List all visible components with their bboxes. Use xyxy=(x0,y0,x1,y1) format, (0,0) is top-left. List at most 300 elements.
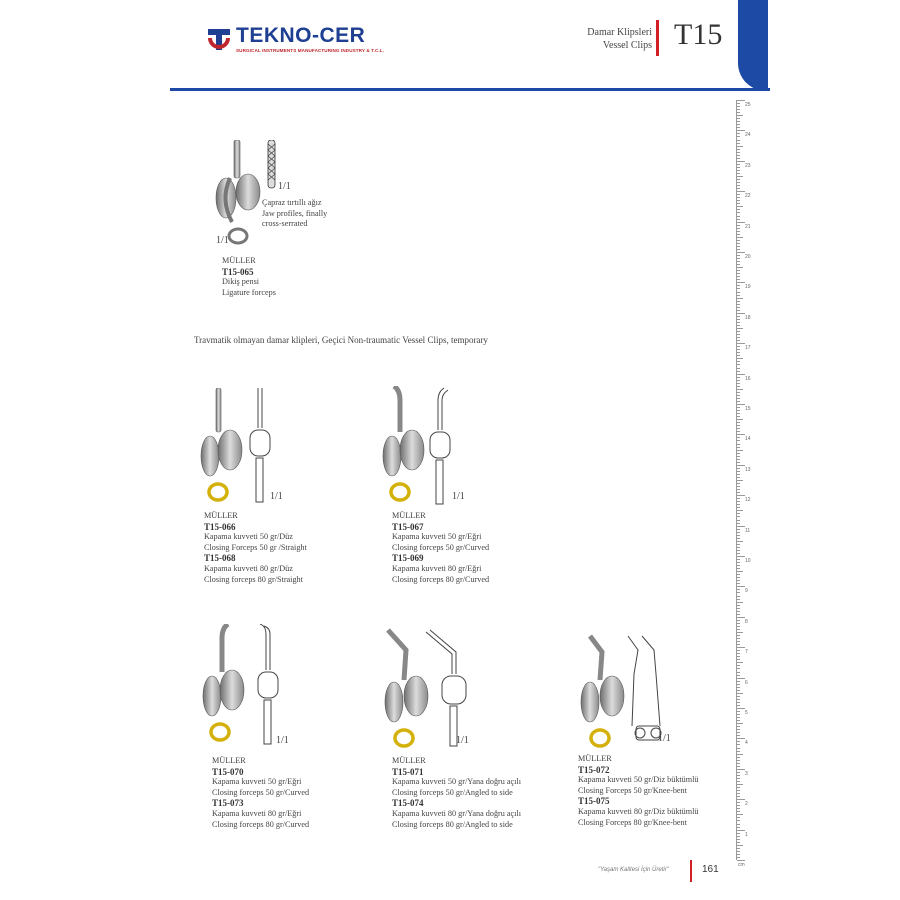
ruler-tick xyxy=(737,836,740,837)
ruler-tick xyxy=(737,282,745,283)
product-code: T15-075 xyxy=(578,796,610,807)
ruler-tick xyxy=(737,711,740,712)
ruler-tick xyxy=(737,155,740,156)
ruler-tick xyxy=(737,608,740,609)
ruler-label: 25 xyxy=(745,102,751,108)
ruler-tick xyxy=(737,830,745,831)
brand: MÜLLER xyxy=(392,756,426,765)
ruler-tick xyxy=(737,705,740,706)
desc-tr: Kapama kuvveti 80 gr/Düz xyxy=(204,563,293,573)
ruler-tick xyxy=(737,544,740,545)
ruler-tick xyxy=(737,820,740,821)
ruler-tick xyxy=(737,456,740,457)
ruler-tick xyxy=(737,665,740,666)
ruler-tick xyxy=(737,477,740,478)
ruler-tick xyxy=(737,319,740,320)
ruler-tick xyxy=(737,741,740,742)
ruler-tick xyxy=(737,775,740,776)
ruler-tick xyxy=(737,668,740,669)
desc-en: Closing forceps 80 gr/Angled to side xyxy=(392,819,513,829)
ruler-tick xyxy=(737,115,743,116)
brand: MÜLLER xyxy=(392,511,426,520)
ruler-tick xyxy=(737,580,740,581)
ruler-tick xyxy=(737,793,740,794)
ruler-tick xyxy=(737,212,740,213)
ruler-tick xyxy=(737,614,740,615)
ruler-tick xyxy=(737,106,740,107)
ruler-tick xyxy=(737,520,740,521)
desc-tr: Kapama kuvveti 50 gr/Düz xyxy=(204,532,293,542)
ruler-tick xyxy=(737,264,740,265)
ruler-tick xyxy=(737,237,743,238)
ruler-tick xyxy=(737,130,745,131)
product-code: T15-067 xyxy=(392,521,424,532)
ruler-tick xyxy=(737,371,740,372)
ruler-tick xyxy=(737,817,740,818)
ruler-tick xyxy=(737,474,740,475)
desc-en: Closing Forceps 50 gr /Straight xyxy=(204,542,307,552)
ruler-tick xyxy=(737,276,740,277)
ruler-tick xyxy=(737,504,740,505)
ruler-tick xyxy=(737,845,743,846)
header-category xyxy=(587,26,652,52)
ruler-tick xyxy=(737,760,740,761)
ruler-tick xyxy=(737,191,745,192)
ruler-label: 16 xyxy=(745,375,751,382)
product-block-t15-067 xyxy=(392,511,489,585)
ruler-tick xyxy=(737,708,745,709)
ruler-tick xyxy=(737,431,740,432)
ruler-label: 15 xyxy=(745,406,751,412)
ruler-label: 3 xyxy=(745,770,748,777)
product-code: T15-072 xyxy=(578,764,610,775)
scale-label-5: 1/1 xyxy=(658,733,671,744)
ruler-tick xyxy=(737,726,740,727)
product-code: T15-073 xyxy=(212,798,244,809)
product-code: T15-074 xyxy=(392,798,424,809)
ruler-label: 22 xyxy=(745,193,751,200)
ruler-tick xyxy=(737,596,740,597)
ruler-tick xyxy=(737,790,740,791)
ruler-tick xyxy=(737,437,740,438)
ruler-tick xyxy=(737,307,740,308)
ruler-tick xyxy=(737,571,743,572)
ruler-tick xyxy=(737,334,740,335)
ruler-tick xyxy=(737,249,740,250)
ruler-tick xyxy=(737,243,740,244)
product-code: T15-069 xyxy=(392,553,424,564)
ruler-tick xyxy=(737,556,745,557)
ruler-tick xyxy=(737,638,740,639)
ruler-tick xyxy=(737,361,740,362)
desc-en: Closing forceps 50 gr/Angled to side xyxy=(392,787,513,797)
ruler-tick xyxy=(737,672,740,673)
ruler-tick xyxy=(737,620,740,621)
ruler-tick xyxy=(737,133,740,134)
ruler-tick xyxy=(737,267,743,268)
ruler-tick xyxy=(737,395,740,396)
ruler-label: 6 xyxy=(745,679,748,686)
ruler-label: 1 xyxy=(745,831,748,838)
ruler-tick xyxy=(737,763,740,764)
ruler-tick xyxy=(737,769,745,770)
scale-label-1: 1/1 xyxy=(270,491,283,502)
ruler-tick xyxy=(737,723,743,724)
ruler-tick xyxy=(737,599,740,600)
scale-label-4: 1/1 xyxy=(456,735,469,746)
ruler-tick xyxy=(737,355,740,356)
desc-en: Closing forceps 80 gr/Curved xyxy=(392,574,490,584)
ruler-tick xyxy=(737,316,740,317)
ruler-tick xyxy=(737,714,740,715)
ruler-tick xyxy=(737,681,740,682)
ruler-tick xyxy=(737,507,740,508)
ruler-tick xyxy=(737,787,740,788)
ruler-tick xyxy=(737,228,740,229)
ruler-tick xyxy=(737,440,740,441)
ruler-tick xyxy=(737,656,740,657)
ruler-tick xyxy=(737,784,743,785)
ruler-tick xyxy=(737,331,740,332)
product-block-t15-071 xyxy=(392,756,521,830)
ruler-tick xyxy=(737,562,740,563)
ruler-tick xyxy=(737,422,740,423)
desc-tr: Kapama kuvveti 50 gr/Eğri xyxy=(392,532,482,542)
ruler-tick xyxy=(737,127,740,128)
ruler-tick xyxy=(737,273,740,274)
ruler-tick xyxy=(737,589,740,590)
ruler-tick xyxy=(737,358,743,359)
header-blue-line xyxy=(170,88,770,91)
ruler-label: 2 xyxy=(745,801,748,808)
ruler-tick xyxy=(737,176,743,177)
ruler-tick xyxy=(737,386,740,387)
ruler-tick xyxy=(737,364,740,365)
product-code: T15-071 xyxy=(392,766,424,777)
logo-text: TEKNO-CER xyxy=(236,24,366,47)
ruler-tick xyxy=(737,194,740,195)
ruler-tick xyxy=(737,766,740,767)
ruler-tick xyxy=(737,842,740,843)
scale-label-3: 1/1 xyxy=(276,735,289,746)
ruler-tick xyxy=(737,374,745,375)
ruler-tick xyxy=(737,577,740,578)
ruler-tick xyxy=(737,632,743,633)
ruler-tick xyxy=(737,647,745,648)
product-block-t15-066 xyxy=(204,511,307,585)
brand: MÜLLER xyxy=(204,511,238,520)
ruler-tick xyxy=(737,720,740,721)
ruler-tick xyxy=(737,444,740,445)
ruler-tick xyxy=(737,699,740,700)
ruler-tick xyxy=(737,231,740,232)
ruler-tick xyxy=(737,808,740,809)
ruler-tick xyxy=(737,453,740,454)
ruler-tick xyxy=(737,799,745,800)
ruler-tick xyxy=(737,653,740,654)
vessel-clip-illustration-angled xyxy=(380,628,480,750)
ruler-tick xyxy=(737,550,740,551)
ruler-tick xyxy=(737,541,743,542)
ruler-tick xyxy=(737,489,740,490)
ruler-tick xyxy=(737,352,740,353)
ruler-tick xyxy=(737,702,740,703)
ruler-tick xyxy=(737,304,740,305)
ruler-tick xyxy=(737,368,740,369)
ruler-tick xyxy=(737,486,740,487)
ruler-tick xyxy=(737,225,740,226)
ruler-tick xyxy=(737,529,740,530)
ruler-label: 24 xyxy=(745,132,751,139)
ruler-tick xyxy=(737,814,743,815)
ruler-tick xyxy=(737,513,740,514)
ruler-tick xyxy=(737,748,740,749)
product-code: T15-066 xyxy=(204,521,236,532)
logo-emblem-icon xyxy=(206,26,232,52)
ruler-label: 10 xyxy=(745,558,751,564)
ruler-tick xyxy=(737,559,740,560)
desc-tr: Kapama kuvveti 80 gr/Eğri xyxy=(212,808,302,818)
ruler-tick xyxy=(737,200,740,201)
ruler-tick xyxy=(737,285,740,286)
ruler-tick xyxy=(737,152,740,153)
ruler-tick xyxy=(737,325,740,326)
ruler-tick xyxy=(737,729,740,730)
ruler-tick xyxy=(737,328,743,329)
ruler-tick xyxy=(737,802,740,803)
ruler-label: 20 xyxy=(745,254,751,260)
ruler-tick xyxy=(737,140,740,141)
ruler-tick xyxy=(737,255,740,256)
category-tr: Damar Klipsleri xyxy=(587,27,652,38)
ruler-tick xyxy=(737,796,740,797)
ruler-tick xyxy=(737,164,740,165)
ruler-tick xyxy=(737,696,740,697)
ruler-tick xyxy=(737,216,740,217)
ruler-tick xyxy=(737,623,740,624)
ruler-tick xyxy=(737,170,740,171)
ruler-tick xyxy=(737,434,745,435)
desc-tr: Kapama kuvveti 50 gr/Diz büktümlü xyxy=(578,775,699,785)
desc-tr: Kapama kuvveti 50 gr/Yana doğru açılı xyxy=(392,777,521,787)
ruler-tick xyxy=(737,833,740,834)
ruler-tick xyxy=(737,602,743,603)
section-code: T15 xyxy=(674,18,723,51)
ruler-tick xyxy=(737,349,740,350)
product-block-t15-072 xyxy=(578,754,699,828)
ruler-tick xyxy=(737,462,740,463)
ruler-tick xyxy=(737,848,740,849)
logo-subtitle: SURGICAL INSTRUMENTS MANUFACTURING INDUSTRY & T.C.L. xyxy=(236,48,385,53)
ruler-tick xyxy=(737,136,740,137)
ruler-label: 4 xyxy=(745,740,748,747)
ruler-tick xyxy=(737,483,740,484)
ruler-tick xyxy=(737,811,740,812)
ruler-tick xyxy=(737,149,740,150)
ruler-tick xyxy=(737,492,740,493)
desc-tr: Dikiş pensi xyxy=(222,277,260,287)
ruler-tick xyxy=(737,516,740,517)
ruler-tick xyxy=(737,295,740,296)
ruler-tick xyxy=(737,772,740,773)
ruler-tick xyxy=(737,565,740,566)
ruler-tick xyxy=(737,310,740,311)
ruler-tick xyxy=(737,346,740,347)
ruler-tick xyxy=(737,501,740,502)
ruler-tick xyxy=(737,288,740,289)
ruler-unit: cm xyxy=(738,862,745,868)
category-en: Vessel Clips xyxy=(602,40,652,51)
measurement-ruler xyxy=(736,100,753,860)
ruler-tick xyxy=(737,404,745,405)
ruler-tick xyxy=(737,732,740,733)
ruler-tick xyxy=(737,222,745,223)
ruler-tick xyxy=(737,459,740,460)
ruler-label: 23 xyxy=(745,162,751,169)
ruler-tick xyxy=(737,857,740,858)
ruler-tick xyxy=(737,410,740,411)
ruler-tick xyxy=(737,380,740,381)
ruler-tick xyxy=(737,592,740,593)
ruler-tick xyxy=(737,781,740,782)
footer-slogan: "Yaşam Kalitesi İçin Üretir" xyxy=(598,867,669,873)
header-blue-tab xyxy=(738,0,768,91)
ruler-tick xyxy=(737,209,740,210)
ruler-tick xyxy=(737,611,740,612)
ruler-label: 7 xyxy=(745,649,748,656)
ruler-tick xyxy=(737,167,740,168)
ruler-tick xyxy=(737,535,740,536)
ruler-tick xyxy=(737,161,745,162)
ruler-tick xyxy=(737,343,745,344)
ruler-tick xyxy=(737,377,740,378)
ruler-tick xyxy=(737,313,745,314)
ruler-tick xyxy=(737,690,740,691)
ruler-tick xyxy=(737,240,740,241)
desc-tr: Kapama kuvveti 80 gr/Eğri xyxy=(392,563,482,573)
ruler-label: 9 xyxy=(745,588,748,595)
ruler-tick xyxy=(737,206,743,207)
ruler-tick xyxy=(737,337,740,338)
ruler-tick xyxy=(737,650,740,651)
ruler-tick xyxy=(737,185,740,186)
vessel-clip-illustration-straight xyxy=(198,388,288,506)
ruler-tick xyxy=(737,617,745,618)
ruler-tick xyxy=(737,383,740,384)
ruler-tick xyxy=(737,805,740,806)
ruler-tick xyxy=(737,605,740,606)
ruler-tick xyxy=(737,389,743,390)
ruler-tick xyxy=(737,629,740,630)
jaw-note: Çapraz tırtıllı ağız Jaw profiles, finally cross-serrated xyxy=(262,198,328,229)
ruler-label: 12 xyxy=(745,497,751,504)
ruler-tick xyxy=(737,188,740,189)
ruler-tick xyxy=(737,407,740,408)
footer-separator xyxy=(690,860,692,882)
scale-label-2: 1/1 xyxy=(452,491,465,502)
ruler-tick xyxy=(737,754,743,755)
ruler-tick xyxy=(737,203,740,204)
ruler-tick xyxy=(737,586,745,587)
section-title: Travmatik olmayan damar klipleri, Geçici Non-traumatic Vessel Clips, temporary xyxy=(194,335,488,345)
ruler-tick xyxy=(737,480,743,481)
ruler-tick xyxy=(737,684,740,685)
ruler-tick xyxy=(737,738,745,739)
ruler-tick xyxy=(737,465,745,466)
ruler-tick xyxy=(737,626,740,627)
ruler-tick xyxy=(737,398,740,399)
company-logo xyxy=(206,24,385,54)
ruler-tick xyxy=(737,416,740,417)
ruler-tick xyxy=(737,839,740,840)
ruler-tick xyxy=(737,103,740,104)
ruler-tick xyxy=(737,447,740,448)
product-block-t15-070 xyxy=(212,756,309,830)
brand: MÜLLER xyxy=(212,756,246,765)
ruler-label: 8 xyxy=(745,618,748,625)
ruler-tick xyxy=(737,523,740,524)
ruler-tick xyxy=(737,109,740,110)
ruler-tick xyxy=(737,428,740,429)
ruler-label: 5 xyxy=(745,710,748,716)
ruler-tick xyxy=(737,757,740,758)
brand: MÜLLER xyxy=(578,754,612,763)
desc-tr: Kapama kuvveti 80 gr/Diz büktümlü xyxy=(578,806,699,816)
detail-scale-label: 1/1 xyxy=(278,181,291,192)
ruler-tick xyxy=(737,827,740,828)
ruler-tick xyxy=(737,121,740,122)
vessel-clip-illustration-curved xyxy=(380,386,470,506)
ruler-tick xyxy=(737,526,745,527)
ruler-tick xyxy=(737,124,740,125)
ruler-tick xyxy=(737,735,740,736)
ruler-label: 18 xyxy=(745,314,751,321)
ruler-tick xyxy=(737,173,740,174)
ruler-tick xyxy=(737,824,740,825)
desc-en: Closing forceps 50 gr/Curved xyxy=(212,787,310,797)
ruler-tick xyxy=(737,392,740,393)
ruler-tick xyxy=(737,495,745,496)
product-code: T15-070 xyxy=(212,766,244,777)
ruler-tick xyxy=(737,450,743,451)
ruler-tick xyxy=(737,252,745,253)
ruler-label: 21 xyxy=(745,223,751,230)
ruler-tick xyxy=(737,717,740,718)
ruler-tick xyxy=(737,246,740,247)
ruler-label: 17 xyxy=(745,345,751,352)
ruler-label: 19 xyxy=(745,284,751,291)
header-separator xyxy=(656,20,659,56)
ruler-label: 14 xyxy=(745,436,751,443)
ruler-tick xyxy=(737,279,740,280)
vessel-clip-illustration-curved-2 xyxy=(200,624,290,746)
ruler-tick xyxy=(737,659,740,660)
ruler-tick xyxy=(737,574,740,575)
ruler-tick xyxy=(737,583,740,584)
ruler-tick xyxy=(737,179,740,180)
ruler-tick xyxy=(737,143,740,144)
ruler-tick xyxy=(737,298,743,299)
ruler-tick xyxy=(737,219,740,220)
ruler-tick xyxy=(737,234,740,235)
ruler-tick xyxy=(737,158,740,159)
ruler-tick xyxy=(737,292,740,293)
ruler-tick xyxy=(737,301,740,302)
ruler-tick xyxy=(737,553,740,554)
ruler-tick xyxy=(737,854,740,855)
ruler-tick xyxy=(737,258,740,259)
ruler-tick xyxy=(737,547,740,548)
